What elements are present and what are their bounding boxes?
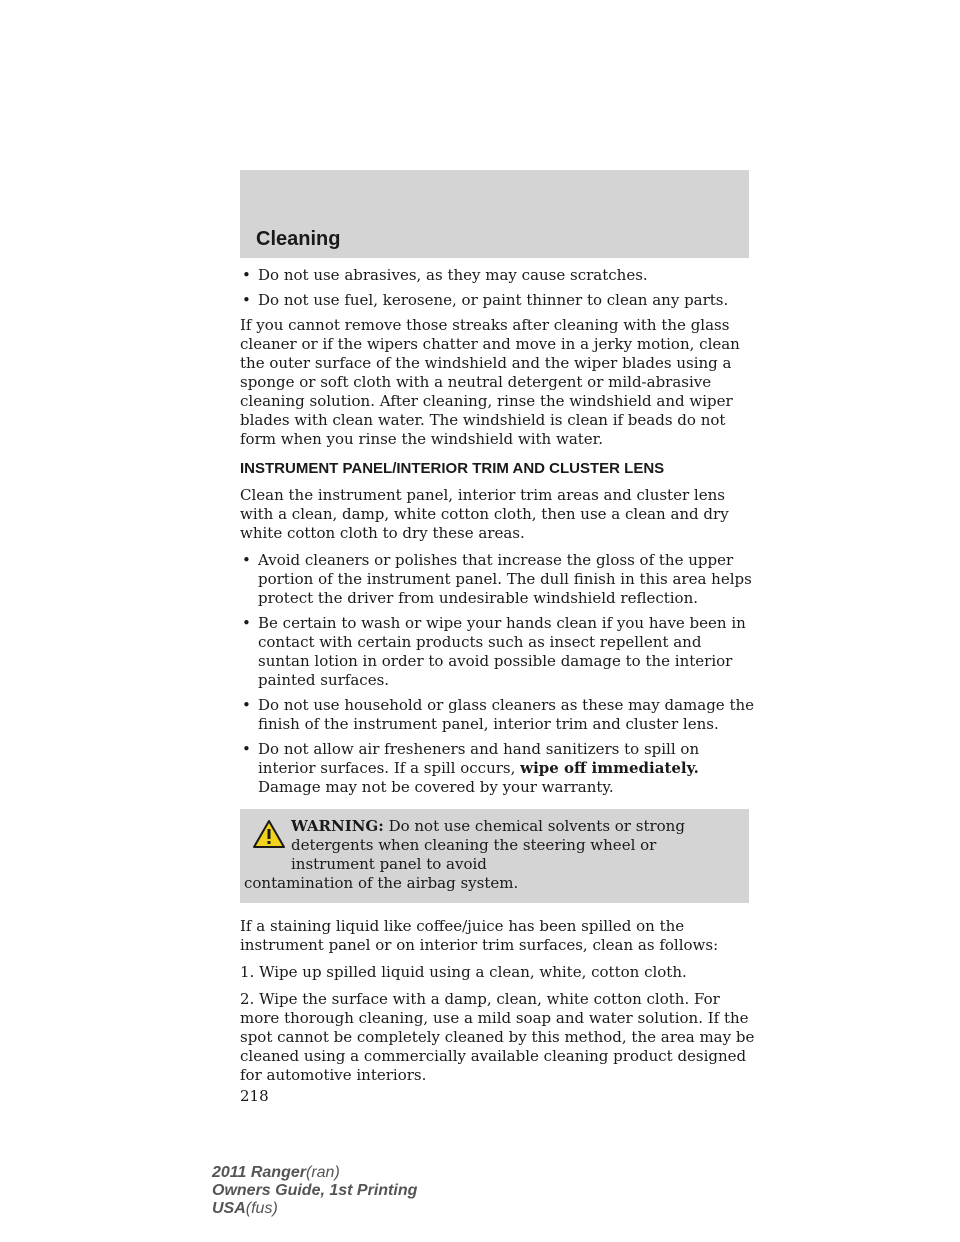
instrument-intro-paragraph: Clean the instrument panel, interior trim areas and cluster lens with a clean, damp, white cotton cloth, then use a clean and dry white cotton cloth to dry these areas. (240, 486, 729, 542)
page-number: 218 (240, 1087, 269, 1105)
list-item: • Be certain to wash or wipe your hands clean if you have been in contact with certain products such as insect repellent and suntan lotion in order to avoid possible damage to the interior painted surfaces. (242, 614, 746, 689)
footer-line-2: Owners Guide, 1st Printing (212, 1182, 418, 1199)
list-item: • Do not use fuel, kerosene, or paint thinner to clean any parts. (242, 291, 729, 309)
bullet-icon: • (242, 740, 251, 758)
warning-triangle-icon (252, 819, 286, 849)
section-title: Cleaning (256, 228, 341, 250)
list-item: • Do not allow air fresheners and hand sanitizers to spill on interior surfaces. If a spill occurs, wipe off immediately. Damage may not be covered by your warranty. (242, 740, 700, 796)
page-content (240, 266, 755, 1106)
bullet-icon: • (242, 266, 251, 284)
warning-box (240, 809, 749, 903)
bullet-icon: • (242, 614, 251, 632)
instrument-bullet-list (240, 551, 755, 797)
bullet-icon: • (242, 551, 251, 569)
list-item: • Do not use household or glass cleaners as these may damage the finish of the instrument panel, interior trim and cluster lens. (242, 696, 755, 733)
footer-line-1: 2011 Ranger(ran) (212, 1164, 340, 1181)
warning-label: WARNING: (291, 817, 384, 835)
bullet-icon: • (242, 696, 251, 714)
footer-line-3: USA(fus) (212, 1200, 278, 1217)
step-2: 2. Wipe the surface with a damp, clean, white cotton cloth. For more thorough cleaning, use a mild soap and water solution. If the spot cannot be completely cleaned by this method, the area may be cleaned using a commercially available cleaning product designed for automotive interiors. (240, 990, 755, 1084)
emphasis-text: wipe off immediately. (520, 759, 699, 777)
step-1: 1. Wipe up spilled liquid using a clean, white, cotton cloth. (240, 963, 687, 981)
bullet-icon: • (242, 291, 251, 309)
intro-bullet-list (240, 266, 755, 310)
list-item: • Do not use abrasives, as they may cause scratches. (242, 266, 648, 284)
list-item: • Avoid cleaners or polishes that increase the gloss of the upper portion of the instrument panel. The dull finish in this area helps protect the driver from undesirable windshield reflection. (242, 551, 752, 607)
instrument-section-heading: INSTRUMENT PANEL/INTERIOR TRIM AND CLUSTER LENS (240, 460, 665, 477)
windshield-paragraph: If you cannot remove those streaks after cleaning with the glass cleaner or if the wipers chatter and move in a jerky motion, clean the outer surface of the windshield and the wiper blades using a sponge or soft cloth with a neutral detergent or mild-abrasive cleaning solution. After cleaning, rinse the windshield and wiper blades with clean water. The windshield is clean if beads do not form when you rinse the windshield with water. (240, 316, 740, 448)
warning-text: WARNING: Do not use chemical solvents or strong detergents when cleaning the steering wheel or instrument panel to avoid contamination of the airbag system. (244, 817, 685, 892)
stain-intro-paragraph: If a staining liquid like coffee/juice has been spilled on the instrument panel or on interior trim surfaces, clean as follows: (240, 917, 719, 954)
document-footer (212, 1164, 417, 1218)
section-header-band (240, 170, 749, 258)
